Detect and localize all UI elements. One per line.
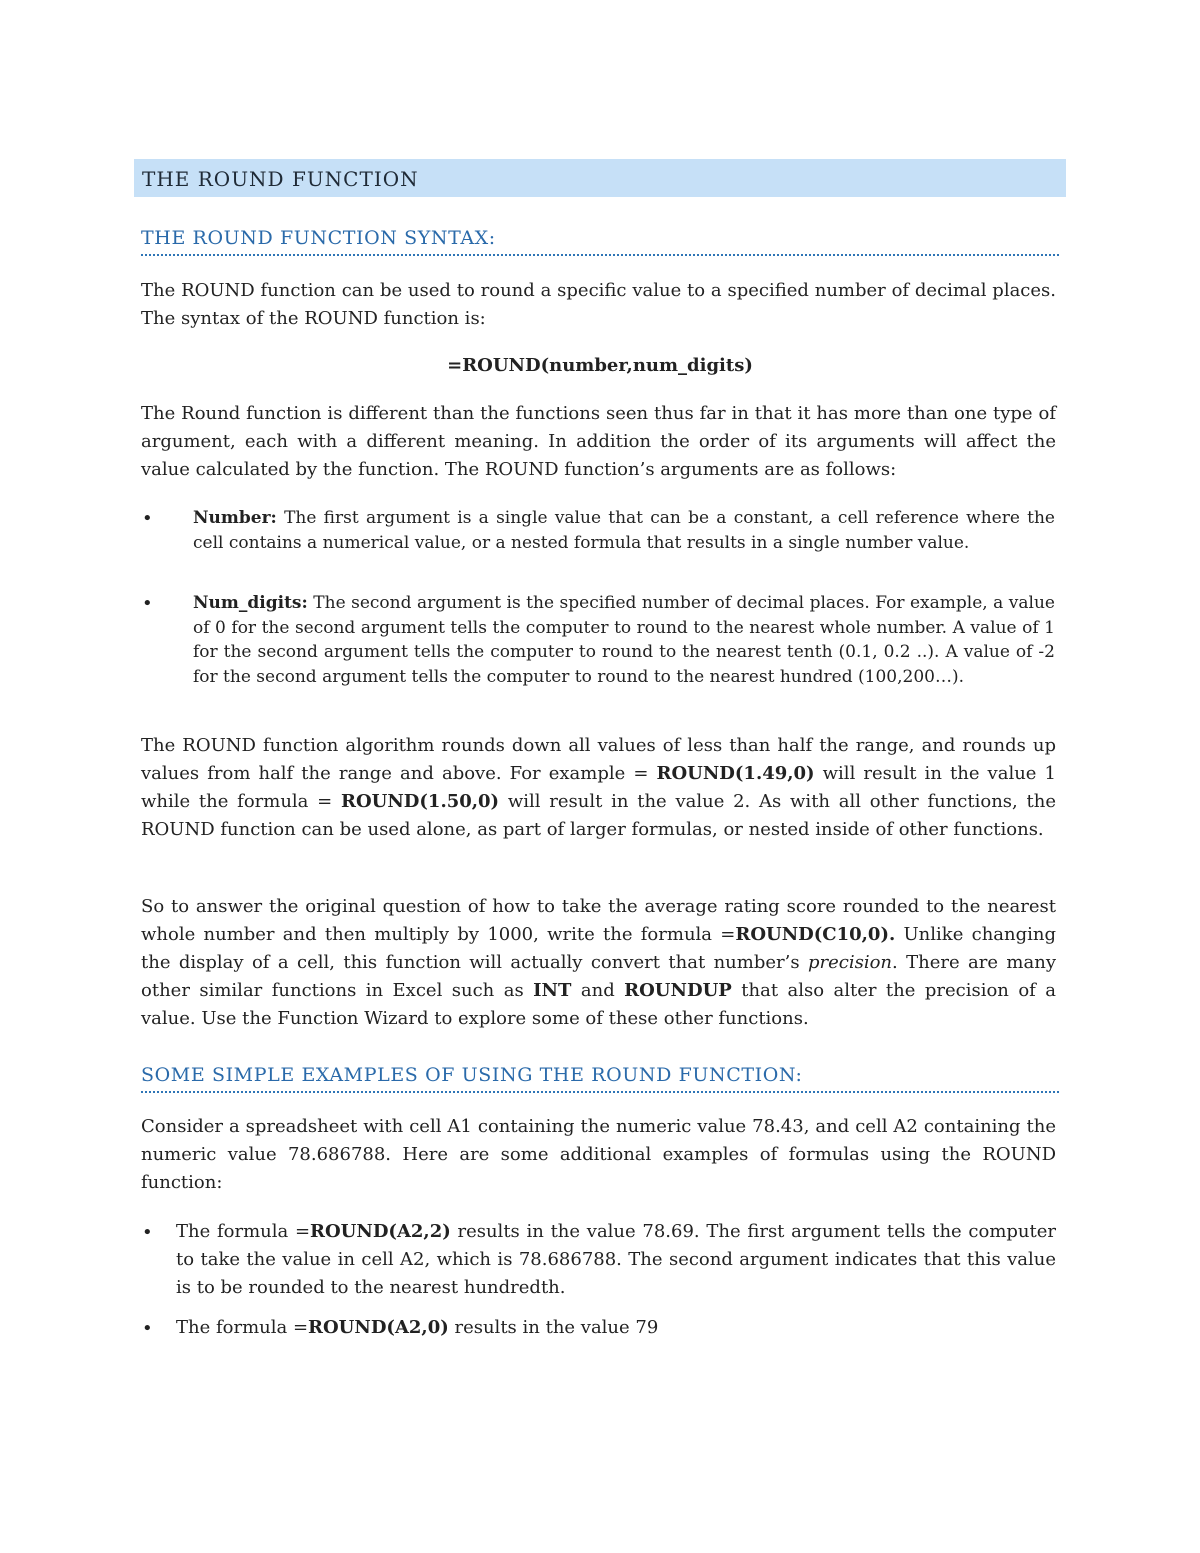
- emphasis-text: precision: [807, 952, 893, 973]
- text-run: results in the value 78.69. The first argument tells the computer to take the value in cell A2, which is 78.686788. The second argument indicates that this value is to be rounded to the nearest hundredth.: [176, 1221, 1056, 1298]
- bullet-icon: •: [142, 1222, 153, 1243]
- argument-term: Number:: [193, 508, 277, 528]
- syntax-formula: =ROUND(number,num_digits): [447, 355, 753, 376]
- text-run: will result in the value 1 while the formula =: [141, 763, 1056, 812]
- formula-example: ROUND(1.49,0): [656, 763, 815, 784]
- example-item: [176, 1314, 1056, 1342]
- example-item: [176, 1218, 1056, 1302]
- argument-number-item: [193, 506, 1055, 555]
- argument-description: The first argument is a single value that can be a constant, a cell reference where the cell contains a numerical value, or a nested formula that results in a single number value.: [193, 508, 1055, 553]
- text-run: that also alter the precision of a value. Use the Function Wizard to explore some of these other functions.: [141, 980, 1057, 1029]
- text-run: results in the value 79: [448, 1317, 659, 1338]
- syntax-intro-paragraph: The ROUND function can be used to round a specific value to a specified number of decimal places. The syntax of the ROUND function is:: [141, 280, 1056, 329]
- text-run: Unlike changing the display of a cell, this function will actually convert that number’s: [141, 924, 1057, 973]
- chapter-title: THE ROUND FUNCTION: [134, 159, 1066, 197]
- text-run: The formula =: [176, 1221, 311, 1242]
- function-name: INT: [533, 980, 572, 1001]
- formula-example: ROUND(A2,0): [308, 1317, 449, 1338]
- argument-num-digits-item: [193, 591, 1055, 689]
- section-heading-examples: SOME SIMPLE EXAMPLES OF USING THE ROUND FUNCTION:: [141, 1064, 1059, 1093]
- examples-intro-paragraph: Consider a spreadsheet with cell A1 containing the numeric value 78.43, and cell A2 containing the numeric value 78.686788. Here are some additional examples of formulas using the ROUND function:: [141, 1116, 1056, 1193]
- argument-term: Num_digits:: [193, 593, 308, 613]
- bullet-icon: •: [142, 1318, 153, 1339]
- algorithm-paragraph: [141, 732, 1056, 844]
- argument-description: The second argument is the specified number of decimal places. For example, a value of 0 for the second argument tells the computer to round to the nearest whole number. A value of 1 for the second argument tells the computer to round to the nearest tenth (0.1, 0.2 ..). A value of -2 for the second argument tells the computer to round to the nearest hundred (100,200…).: [193, 593, 1055, 687]
- bullet-icon: •: [142, 508, 153, 529]
- formula-example: ROUND(A2,2): [310, 1221, 451, 1242]
- text-run: and: [571, 980, 625, 1001]
- text-run: The formula =: [176, 1317, 309, 1338]
- bullet-icon: •: [142, 593, 153, 614]
- section-heading-syntax: THE ROUND FUNCTION SYNTAX:: [141, 227, 1059, 256]
- answer-paragraph: [141, 893, 1056, 1033]
- text-run: The ROUND function algorithm rounds down all values of less than half the range, and rounds up values from half the range and above. For example =: [141, 735, 1056, 784]
- text-run: will result in the value 2. As with all other functions, the ROUND function can be used alone, as part of larger formulas, or nested inside of other functions.: [141, 791, 1056, 840]
- arguments-intro-paragraph: The Round function is different than the functions seen thus far in that it has more than one type of argument, each with a different meaning. In addition the order of its arguments will affect the value calculated by the function. The ROUND function’s arguments are as follows:: [141, 403, 1056, 480]
- formula-example: ROUND(C10,0).: [735, 924, 896, 945]
- formula-example: ROUND(1.50,0): [341, 791, 500, 812]
- function-name: ROUNDUP: [624, 980, 732, 1001]
- text-run: So to answer the original question of how to take the average rating score rounded to the nearest whole number and then multiply by 1000, write the formula =: [141, 896, 1056, 945]
- text-run: . There are many other similar functions in Excel such as: [141, 952, 1056, 1001]
